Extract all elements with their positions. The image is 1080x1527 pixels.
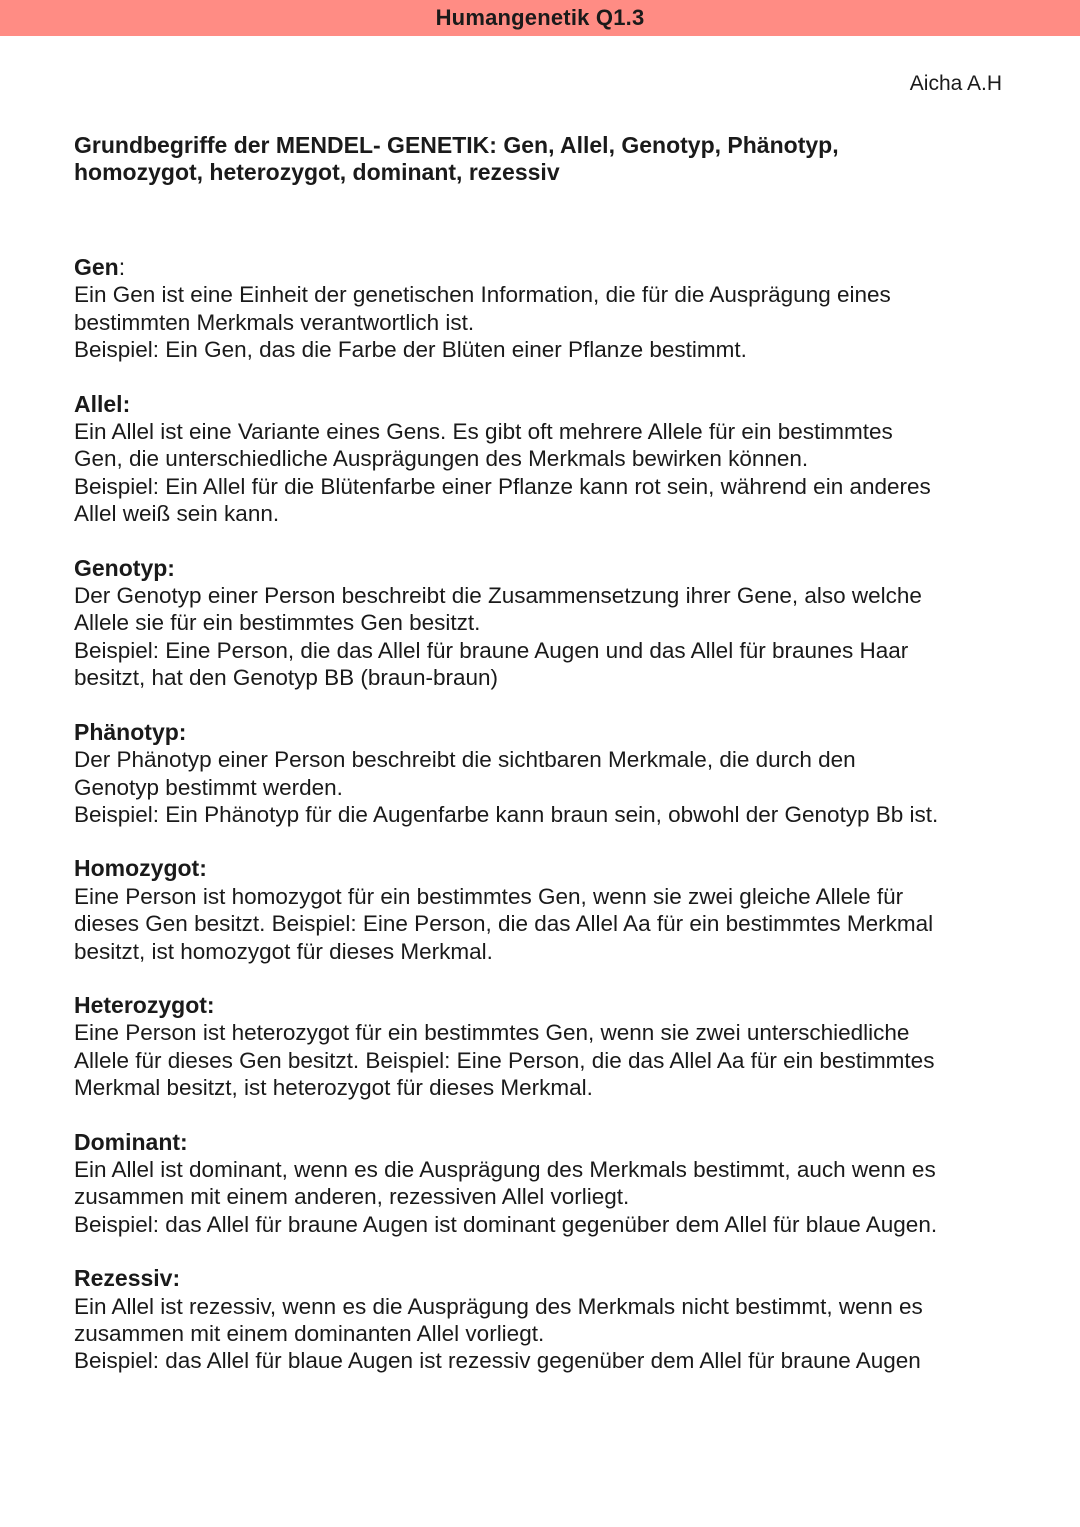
heading-line-2: homozygot, heterozygot, dominant, rezessiv: [74, 159, 560, 185]
top-banner: [0, 0, 1080, 36]
document-body: [74, 132, 1014, 1402]
definition-text: [74, 1019, 1014, 1101]
definition-term: [74, 719, 1014, 746]
definition-text: [74, 746, 1014, 828]
definition-line: Der Genotyp einer Person beschreibt die Zusammensetzung ihrer Gene, also welche: [74, 583, 922, 609]
definition-line: dieses Gen besitzt. Beispiel: Eine Person, die das Allel Aa für ein bestimmtes Merkmal: [74, 911, 934, 937]
definition-text: [74, 582, 1014, 692]
definition-line: Allele sie für ein bestimmtes Gen besitzt.: [74, 610, 481, 636]
definition-line: Beispiel: Ein Gen, das die Farbe der Blüten einer Pflanze bestimmt.: [74, 337, 747, 363]
banner-title: Humangenetik Q1.3: [435, 5, 645, 30]
definition-line: Ein Allel ist dominant, wenn es die Ausprägung des Merkmals bestimmt, auch wenn es: [74, 1156, 936, 1182]
definitions-list: [74, 254, 1014, 1375]
definition-term: [74, 855, 1014, 882]
definition-text: [74, 883, 1014, 965]
definition-section: [74, 254, 1014, 364]
definition-line: besitzt, ist homozygot für dieses Merkmal.: [74, 938, 493, 964]
definition-line: besitzt, hat den Genotyp BB (braun-braun): [74, 665, 498, 691]
definition-line: Ein Allel ist rezessiv, wenn es die Ausprägung des Merkmals nicht bestimmt, wenn es: [74, 1293, 923, 1319]
definition-line: Beispiel: Eine Person, die das Allel für braune Augen und das Allel für braunes Haar: [74, 637, 909, 663]
definition-section: [74, 1265, 1014, 1375]
heading-line-1: Grundbegriffe der MENDEL- GENETIK: Gen, Allel, Genotyp, Phänotyp,: [74, 132, 839, 158]
definition-line: Eine Person ist heterozygot für ein bestimmtes Gen, wenn sie zwei unterschiedliche: [74, 1020, 910, 1046]
definition-section: [74, 855, 1014, 965]
definition-term: [74, 992, 1014, 1019]
definition-line: Beispiel: das Allel für braune Augen ist dominant gegenüber dem Allel für blaue Augen.: [74, 1211, 938, 1237]
definition-line: Ein Allel ist eine Variante eines Gens. Es gibt oft mehrere Allele für ein bestimmtes: [74, 419, 893, 445]
definition-line: Allele für dieses Gen besitzt. Beispiel: Eine Person, die das Allel Aa für ein bestimmtes: [74, 1047, 935, 1073]
definition-term-text: Allel:: [74, 390, 131, 417]
definition-term-text: Genotyp:: [74, 554, 175, 581]
definition-term: [74, 391, 1014, 418]
definition-term-text: Rezessiv:: [74, 1265, 181, 1292]
document-heading: [74, 132, 1014, 186]
definition-line: Gen, die unterschiedliche Ausprägungen des Merkmals bewirken können.: [74, 446, 809, 472]
definition-line: zusammen mit einem anderen, rezessiven Allel vorliegt.: [74, 1184, 630, 1210]
definition-term-text: Dominant:: [74, 1128, 188, 1155]
definition-line: Genotyp bestimmt werden.: [74, 774, 343, 800]
definition-text: [74, 1293, 1014, 1375]
definition-line: Allel weiß sein kann.: [74, 501, 280, 527]
definition-line: Merkmal besitzt, ist heterozygot für dieses Merkmal.: [74, 1075, 593, 1101]
definition-term: [74, 254, 1014, 281]
definition-section: [74, 992, 1014, 1102]
definition-text: [74, 281, 1014, 363]
definition-term-text: Gen: [74, 254, 119, 280]
definition-text: [74, 418, 1014, 528]
definition-term: [74, 1265, 1014, 1292]
definition-section: [74, 391, 1014, 528]
definition-section: [74, 719, 1014, 829]
definition-line: Beispiel: Ein Phänotyp für die Augenfarbe kann braun sein, obwohl der Genotyp Bb ist.: [74, 801, 939, 827]
definition-term-text: Homozygot:: [74, 855, 207, 882]
definition-text: [74, 1156, 1014, 1238]
definition-term-colon: :: [118, 254, 126, 280]
definition-line: Beispiel: Ein Allel für die Blütenfarbe einer Pflanze kann rot sein, während ein anderes: [74, 473, 931, 499]
definition-line: Beispiel: das Allel für blaue Augen ist rezessiv gegenüber dem Allel für braune Augen: [74, 1348, 921, 1374]
definition-section: [74, 555, 1014, 692]
definition-line: zusammen mit einem dominanten Allel vorliegt.: [74, 1321, 545, 1346]
definition-line: bestimmten Merkmals verantwortlich ist.: [74, 309, 475, 335]
definition-section: [74, 1129, 1014, 1239]
definition-line: Der Phänotyp einer Person beschreibt die sichtbaren Merkmale, die durch den: [74, 747, 856, 773]
definition-term-text: Heterozygot:: [74, 991, 215, 1018]
definition-term-text: Phänotyp:: [74, 718, 187, 745]
definition-term: [74, 555, 1014, 582]
author-name: Aicha A.H: [909, 72, 1002, 95]
definition-term: [74, 1129, 1014, 1156]
definition-line: Ein Gen ist eine Einheit der genetischen Information, die für die Ausprägung eines: [74, 282, 891, 308]
definition-line: Eine Person ist homozygot für ein bestimmtes Gen, wenn sie zwei gleiche Allele für: [74, 883, 904, 909]
